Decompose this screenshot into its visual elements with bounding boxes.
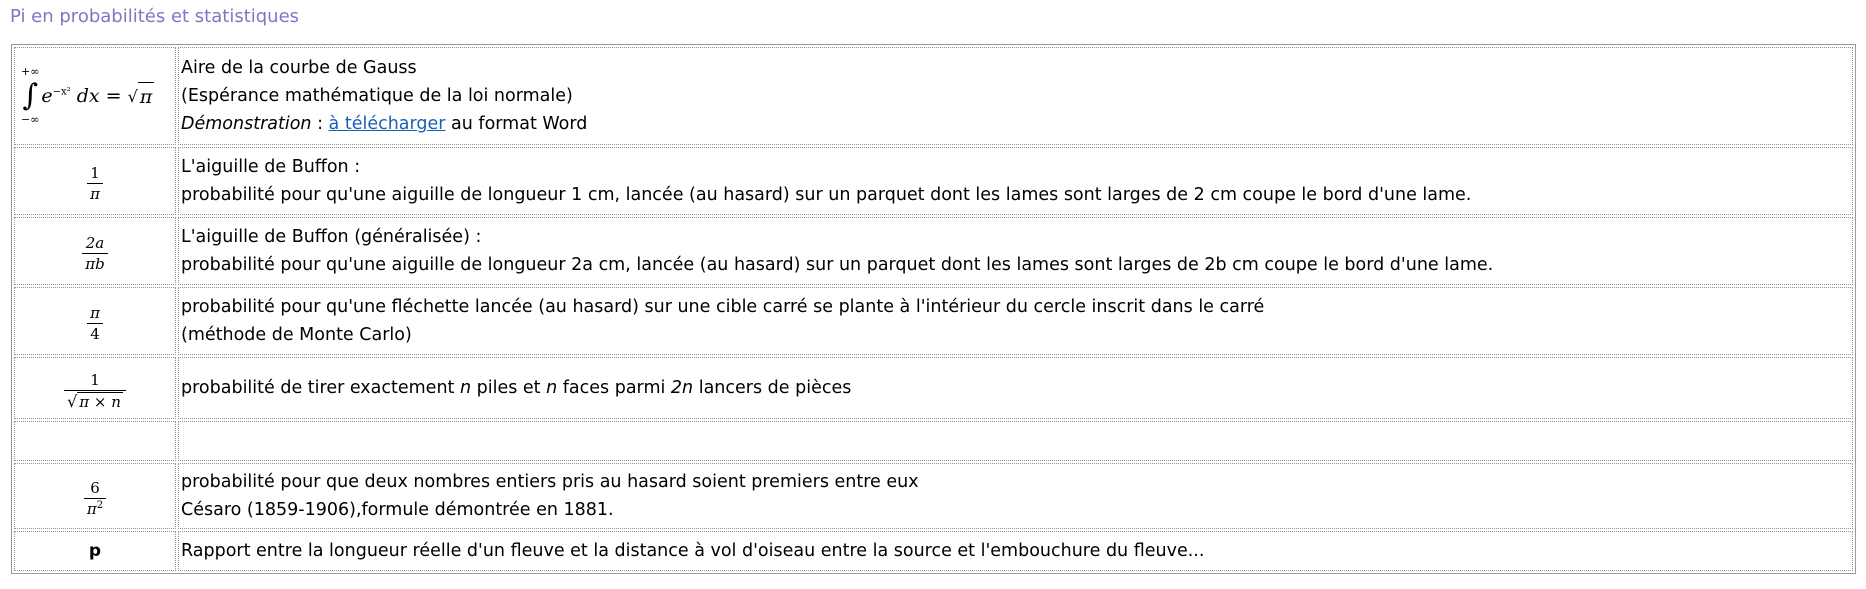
fraction-formula [64, 371, 126, 411]
description-cell [178, 463, 1853, 529]
denominator-base: π [86, 500, 97, 518]
demo-suffix: au format Word [445, 114, 588, 134]
gauss-integral-formula [15, 64, 175, 128]
integral-sign: ∫ [22, 78, 39, 113]
description-line: L'aiguille de Buffon (généralisée) : [181, 227, 482, 247]
numerator: π [90, 304, 100, 322]
variable-2n: 2n [670, 378, 694, 398]
numerator: 2a [85, 234, 105, 252]
formula-cell [14, 47, 176, 145]
description-cell [178, 217, 1853, 285]
sqrt-sign: √ [67, 391, 78, 411]
table-row [14, 463, 1853, 529]
demo-separator: : [311, 114, 329, 134]
formula-cell [14, 147, 176, 215]
description-line: Rapport entre la longueur réelle d'un fleuve et la distance à vol d'oiseau entre la source et l'embouchure du fleuve... [181, 541, 1205, 561]
denominator: πb [82, 253, 107, 273]
formula-cell [14, 357, 176, 419]
description-cell [178, 357, 1853, 419]
formula-cell [14, 531, 176, 571]
upper-limit: +∞ [21, 65, 40, 78]
sqrt-arg: π [138, 82, 155, 111]
table-row [14, 217, 1853, 285]
description-cell [178, 421, 1853, 461]
description-cell [178, 47, 1853, 145]
numerator: 1 [90, 164, 100, 182]
numerator: 1 [90, 370, 100, 389]
table-row [14, 287, 1853, 355]
description-line: probabilité pour qu'une aiguille de longueur 1 cm, lancée (au hasard) sur un parquet dont les lames sont larges de 2 cm coupe le bord d'une lame. [181, 185, 1472, 205]
description-line: (Espérance mathématique de la loi normale) [181, 86, 573, 106]
fraction-formula [87, 164, 103, 203]
description-cell [178, 147, 1853, 215]
integrand-exponent: −x² [52, 86, 71, 98]
denominator [64, 390, 126, 411]
variable-n: n [546, 378, 558, 398]
integrand-base: e [41, 84, 53, 107]
formula-cell [14, 287, 176, 355]
denominator: 4 [87, 323, 103, 343]
table-row [14, 421, 1853, 461]
demo-label: Démonstration [181, 114, 312, 134]
denominator [84, 498, 106, 518]
fraction-formula [82, 234, 107, 273]
description-line: probabilité pour qu'une aiguille de longueur 2a cm, lancée (au hasard) sur un parquet dont les lames sont larges de 2b cm coupe le bord d'une lame. [181, 255, 1494, 275]
description-line: probabilité pour que deux nombres entiers pris au hasard soient premiers entre eux [181, 472, 919, 492]
text-part: lancers de pièces [693, 378, 852, 398]
text-part: faces parmi [557, 378, 671, 398]
table-row [14, 357, 1853, 419]
sqrt-sign: √ [127, 86, 138, 106]
table-row [14, 147, 1853, 215]
lower-limit: −∞ [21, 113, 40, 126]
description-line: L'aiguille de Buffon : [181, 157, 361, 177]
table-row [14, 47, 1853, 145]
fraction-formula [84, 479, 106, 518]
text-part: probabilité de tirer exactement [181, 378, 460, 398]
description-line: (méthode de Monte Carlo) [181, 325, 412, 345]
denominator-exponent: 2 [96, 500, 104, 511]
description-line: Aire de la courbe de Gauss [181, 58, 417, 78]
formula-cell [14, 217, 176, 285]
formula-symbol: p [88, 541, 102, 561]
numerator: 6 [90, 479, 100, 497]
pi-formulas-table [11, 44, 1856, 574]
description-line: Césaro (1859-1906),formule démontrée en 1881. [181, 500, 614, 520]
description-cell [178, 287, 1853, 355]
text-part: piles et [471, 378, 547, 398]
download-link[interactable]: à télécharger [328, 114, 446, 134]
formula-cell [14, 421, 176, 461]
differential: dx = [70, 84, 128, 107]
fraction-formula [87, 304, 103, 343]
variable-n: n [459, 378, 472, 398]
description-line: probabilité pour qu'une fléchette lancée (au hasard) sur une cible carré se plante à l'intérieur du cercle inscrit dans le carré [181, 297, 1265, 317]
sqrt-arg: π × n [79, 392, 121, 411]
demonstration-line [181, 110, 1852, 138]
denominator: π [87, 183, 103, 203]
table-row [14, 531, 1853, 571]
description-line [181, 374, 1852, 402]
formula-cell [14, 463, 176, 529]
description-cell [178, 531, 1853, 571]
page-title: Pi en probabilités et statistiques [10, 6, 300, 27]
